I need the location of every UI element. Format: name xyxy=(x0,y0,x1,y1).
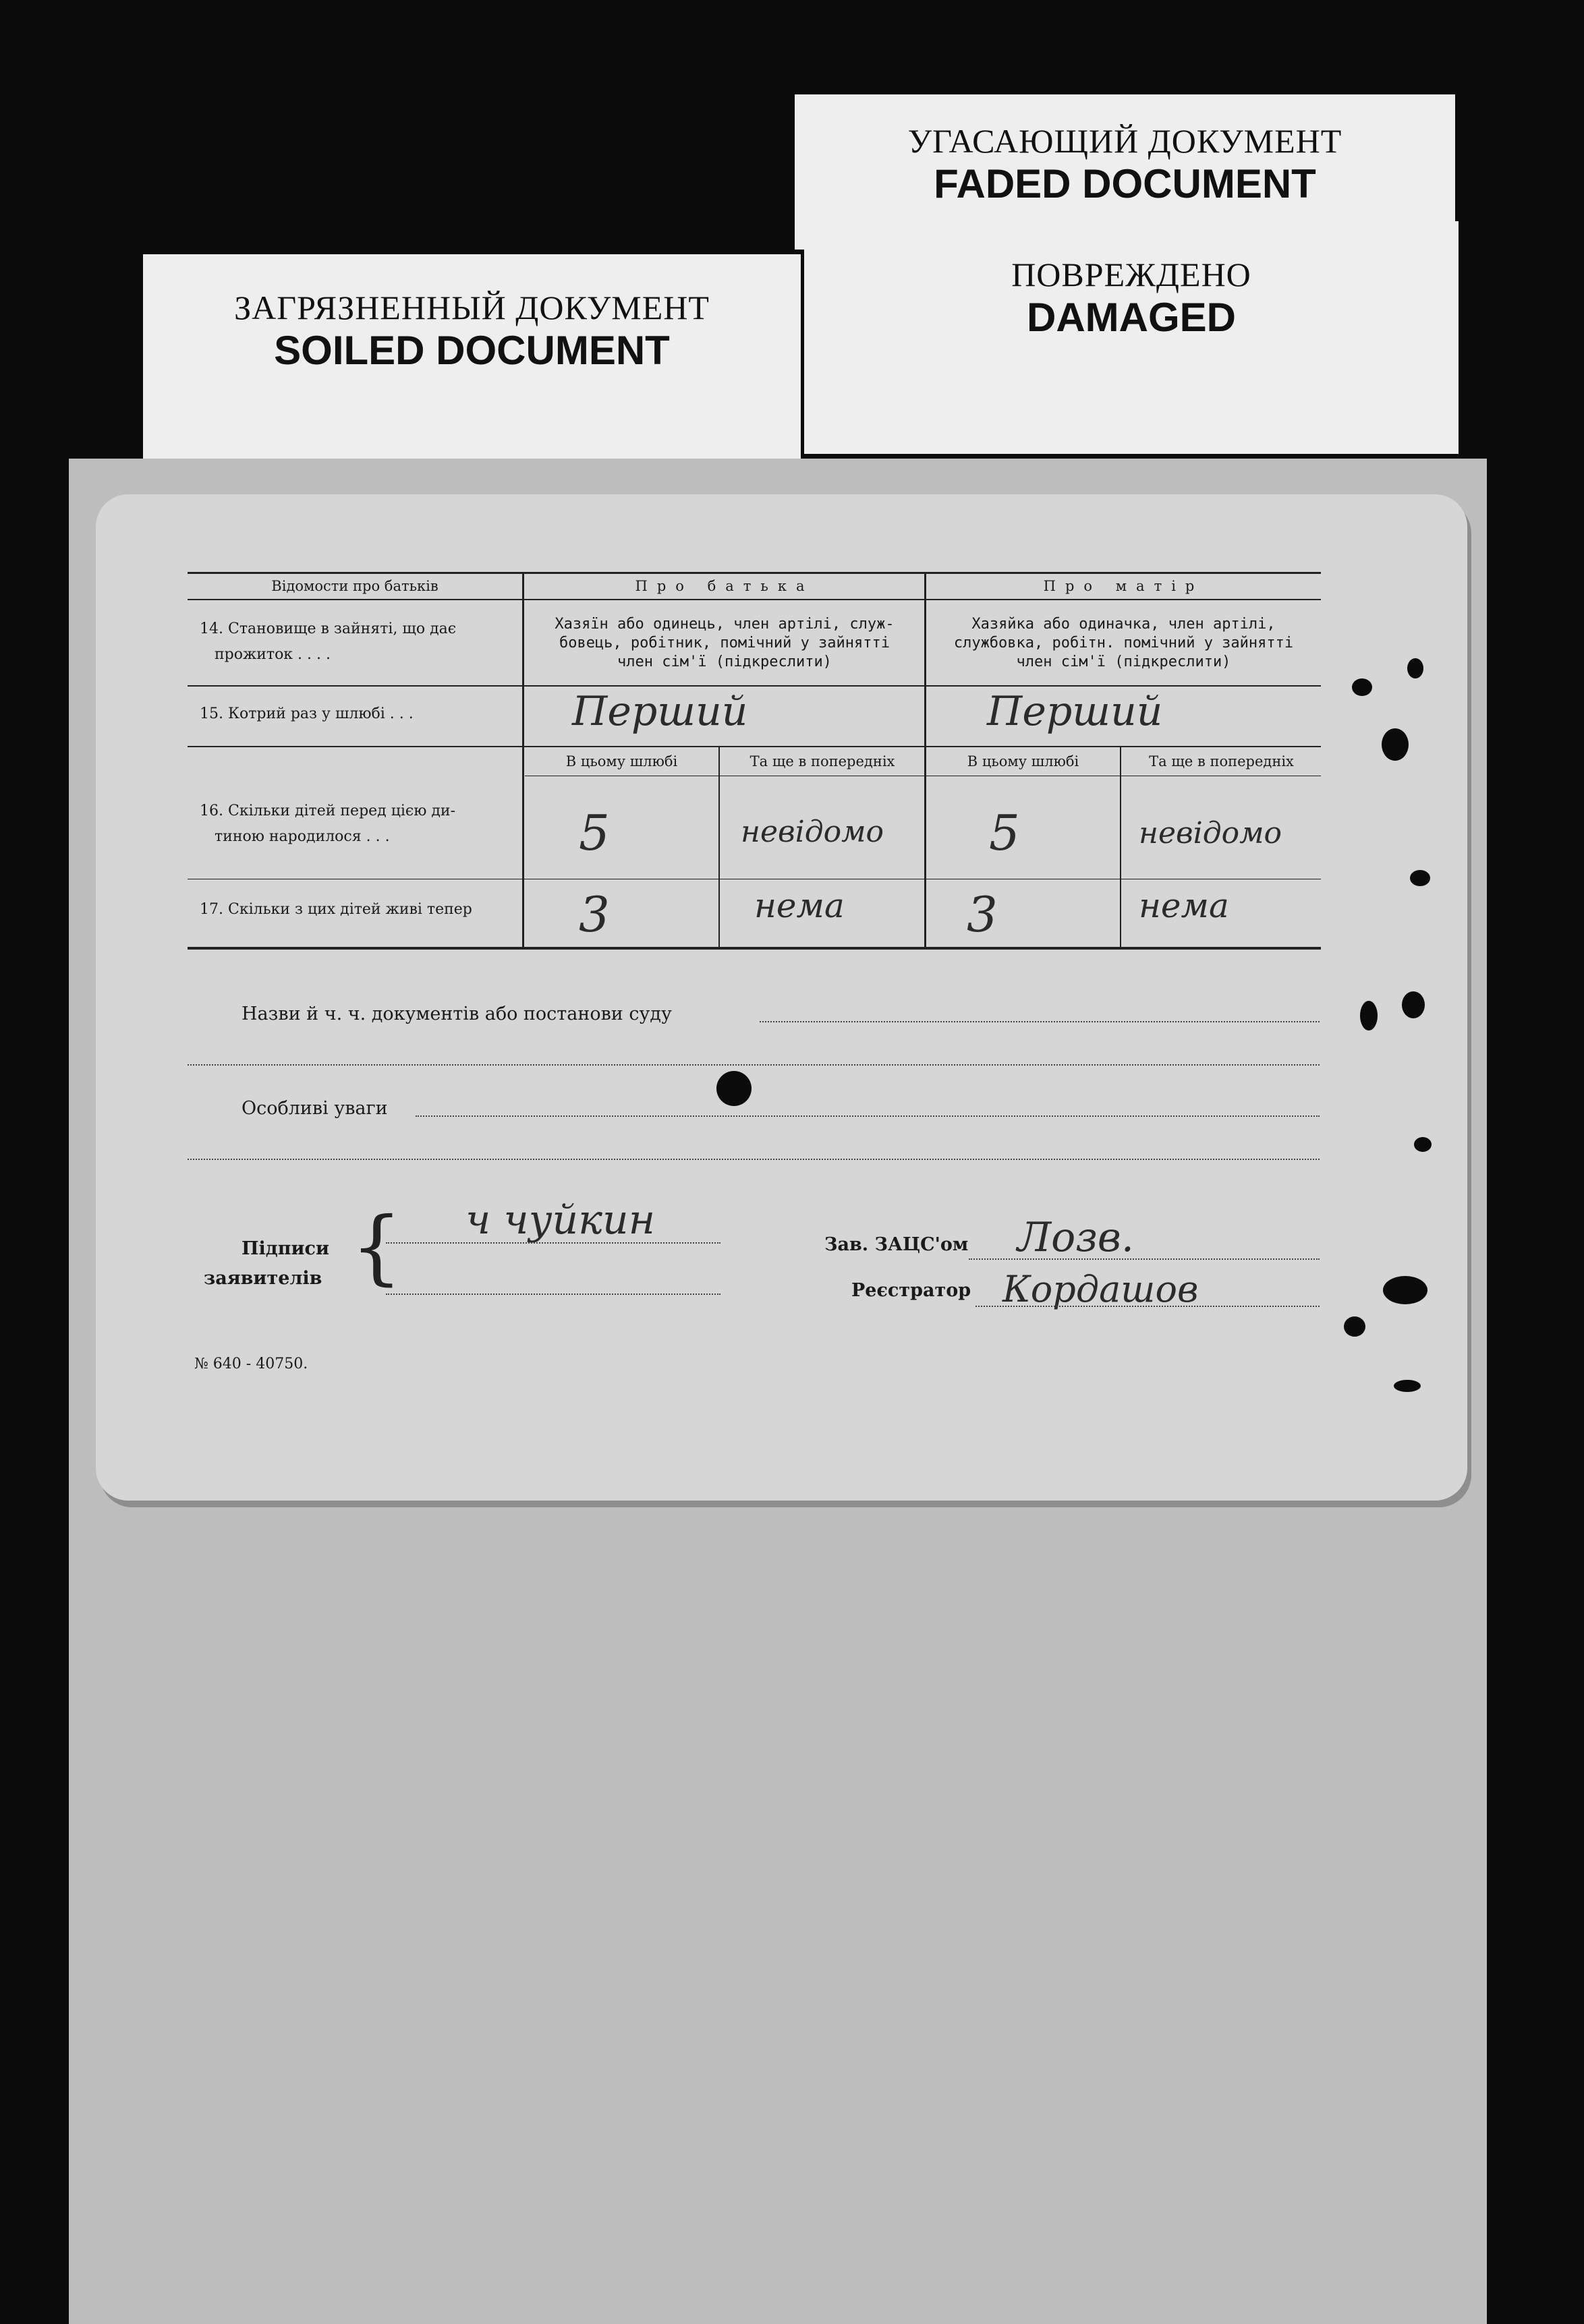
row17-mother-this: 3 xyxy=(967,886,998,943)
mother-option-line: член сім'ї (підкреслити) xyxy=(1016,653,1231,670)
documents-label: Назви й ч. ч. документів або постанови суду xyxy=(242,1004,672,1024)
damage-hole xyxy=(1382,728,1409,761)
father-option-line: бовець, робітник, помічний у зайнятті xyxy=(559,635,890,651)
row15-mother-value: Перший xyxy=(987,688,1163,735)
row16-label-line1: 16. Скільки дітей перед цією ди- xyxy=(200,803,456,819)
damage-hole xyxy=(1407,658,1423,678)
documents-line-2 xyxy=(188,1064,1320,1066)
subheader-father-previous: Та ще в попередніх xyxy=(749,753,895,769)
soiled-tag-english: SOILED DOCUMENT xyxy=(274,328,670,373)
father-option-line: член сім'ї (підкреслити) xyxy=(617,653,832,670)
row16-mother-this: 5 xyxy=(989,805,1020,861)
father-option-line: Хазяїн або одинець, член артілі, служ- xyxy=(555,616,895,633)
row14-father-options xyxy=(525,615,924,672)
parents-info-table xyxy=(188,572,1321,950)
row15-label: 15. Котрий раз у шлюбі . . . xyxy=(200,705,414,722)
row17-label: 17. Скільки з цих дітей живі тепер xyxy=(200,901,472,918)
faded-tag-english: FADED DOCUMENT xyxy=(934,161,1316,206)
soiled-document-tag xyxy=(143,254,801,461)
head-of-registry-label: Зав. ЗАЦС'ом xyxy=(824,1234,969,1255)
damage-hole xyxy=(1383,1276,1427,1304)
registrar-signature-line xyxy=(975,1306,1320,1307)
documents-line xyxy=(760,1021,1320,1022)
damage-hole xyxy=(1352,678,1372,696)
damage-hole xyxy=(1410,870,1430,886)
damaged-document-tag xyxy=(804,221,1459,454)
row16-father-this: 5 xyxy=(579,805,610,861)
header-about-father: Про батька xyxy=(635,578,814,594)
subheader-mother-previous: Та ще в попередніх xyxy=(1149,753,1294,769)
signatures-label-line2: заявителів xyxy=(204,1268,322,1289)
notes-line xyxy=(416,1115,1320,1117)
punch-hole xyxy=(716,1071,752,1106)
subheader-mother-this-marriage: В цьому шлюбі xyxy=(967,753,1079,769)
damage-hole xyxy=(1402,991,1425,1018)
header-parents-info: Відомости про батьків xyxy=(271,578,439,594)
signatures-brace: { xyxy=(351,1200,403,1294)
applicant-signature: ч чуйкин xyxy=(465,1196,656,1244)
damage-hole xyxy=(1394,1380,1421,1392)
row16-father-previous: невідомо xyxy=(741,815,884,849)
applicant-signature-line-1 xyxy=(386,1242,720,1244)
faded-tag-russian: УГАСАЮЩИЙ ДОКУМЕНТ xyxy=(907,122,1342,160)
row14-mother-options xyxy=(926,615,1321,672)
subheader-father-this-marriage: В цьому шлюбі xyxy=(565,753,678,769)
damage-hole xyxy=(1360,1001,1378,1030)
damaged-tag-russian: ПОВРЕЖДЕНО xyxy=(1011,256,1251,293)
row16-label-line2: тиною народилося . . . xyxy=(215,828,390,845)
row17-father-previous: нема xyxy=(754,886,845,925)
row17-mother-previous: нема xyxy=(1139,886,1229,925)
registrar-label: Реєстратор xyxy=(851,1280,971,1301)
damage-hole xyxy=(1344,1316,1365,1337)
soiled-tag-russian: ЗАГРЯЗНЕННЫЙ ДОКУМЕНТ xyxy=(234,289,710,326)
registrar-signature: Кордашов xyxy=(1002,1268,1199,1310)
signatures-label-line1: Підписи xyxy=(242,1238,330,1259)
head-of-registry-signature: Лозв. xyxy=(1017,1214,1134,1261)
row14-label-line1: 14. Становище в зайняті, що дає xyxy=(200,620,457,637)
header-about-mother: Про матір xyxy=(1043,578,1204,594)
notes-line-2 xyxy=(188,1159,1320,1160)
row17-father-this: 3 xyxy=(579,886,610,943)
row15-father-value: Перший xyxy=(572,688,748,735)
mother-option-line: службовка, робітн. помічний у зайнятті xyxy=(953,635,1294,651)
row14-label-line2: прожиток . . . . xyxy=(215,646,331,663)
applicant-signature-line-2 xyxy=(386,1294,720,1295)
notes-label: Особливі уваги xyxy=(242,1098,388,1119)
head-signature-line xyxy=(969,1258,1320,1260)
damage-hole xyxy=(1414,1137,1432,1152)
damaged-tag-english: DAMAGED xyxy=(1027,295,1236,340)
form-number: № 640 - 40750. xyxy=(194,1356,308,1372)
mother-option-line: Хазяйка або одиначка, член артілі, xyxy=(971,616,1276,633)
row16-mother-previous: невідомо xyxy=(1139,816,1282,850)
